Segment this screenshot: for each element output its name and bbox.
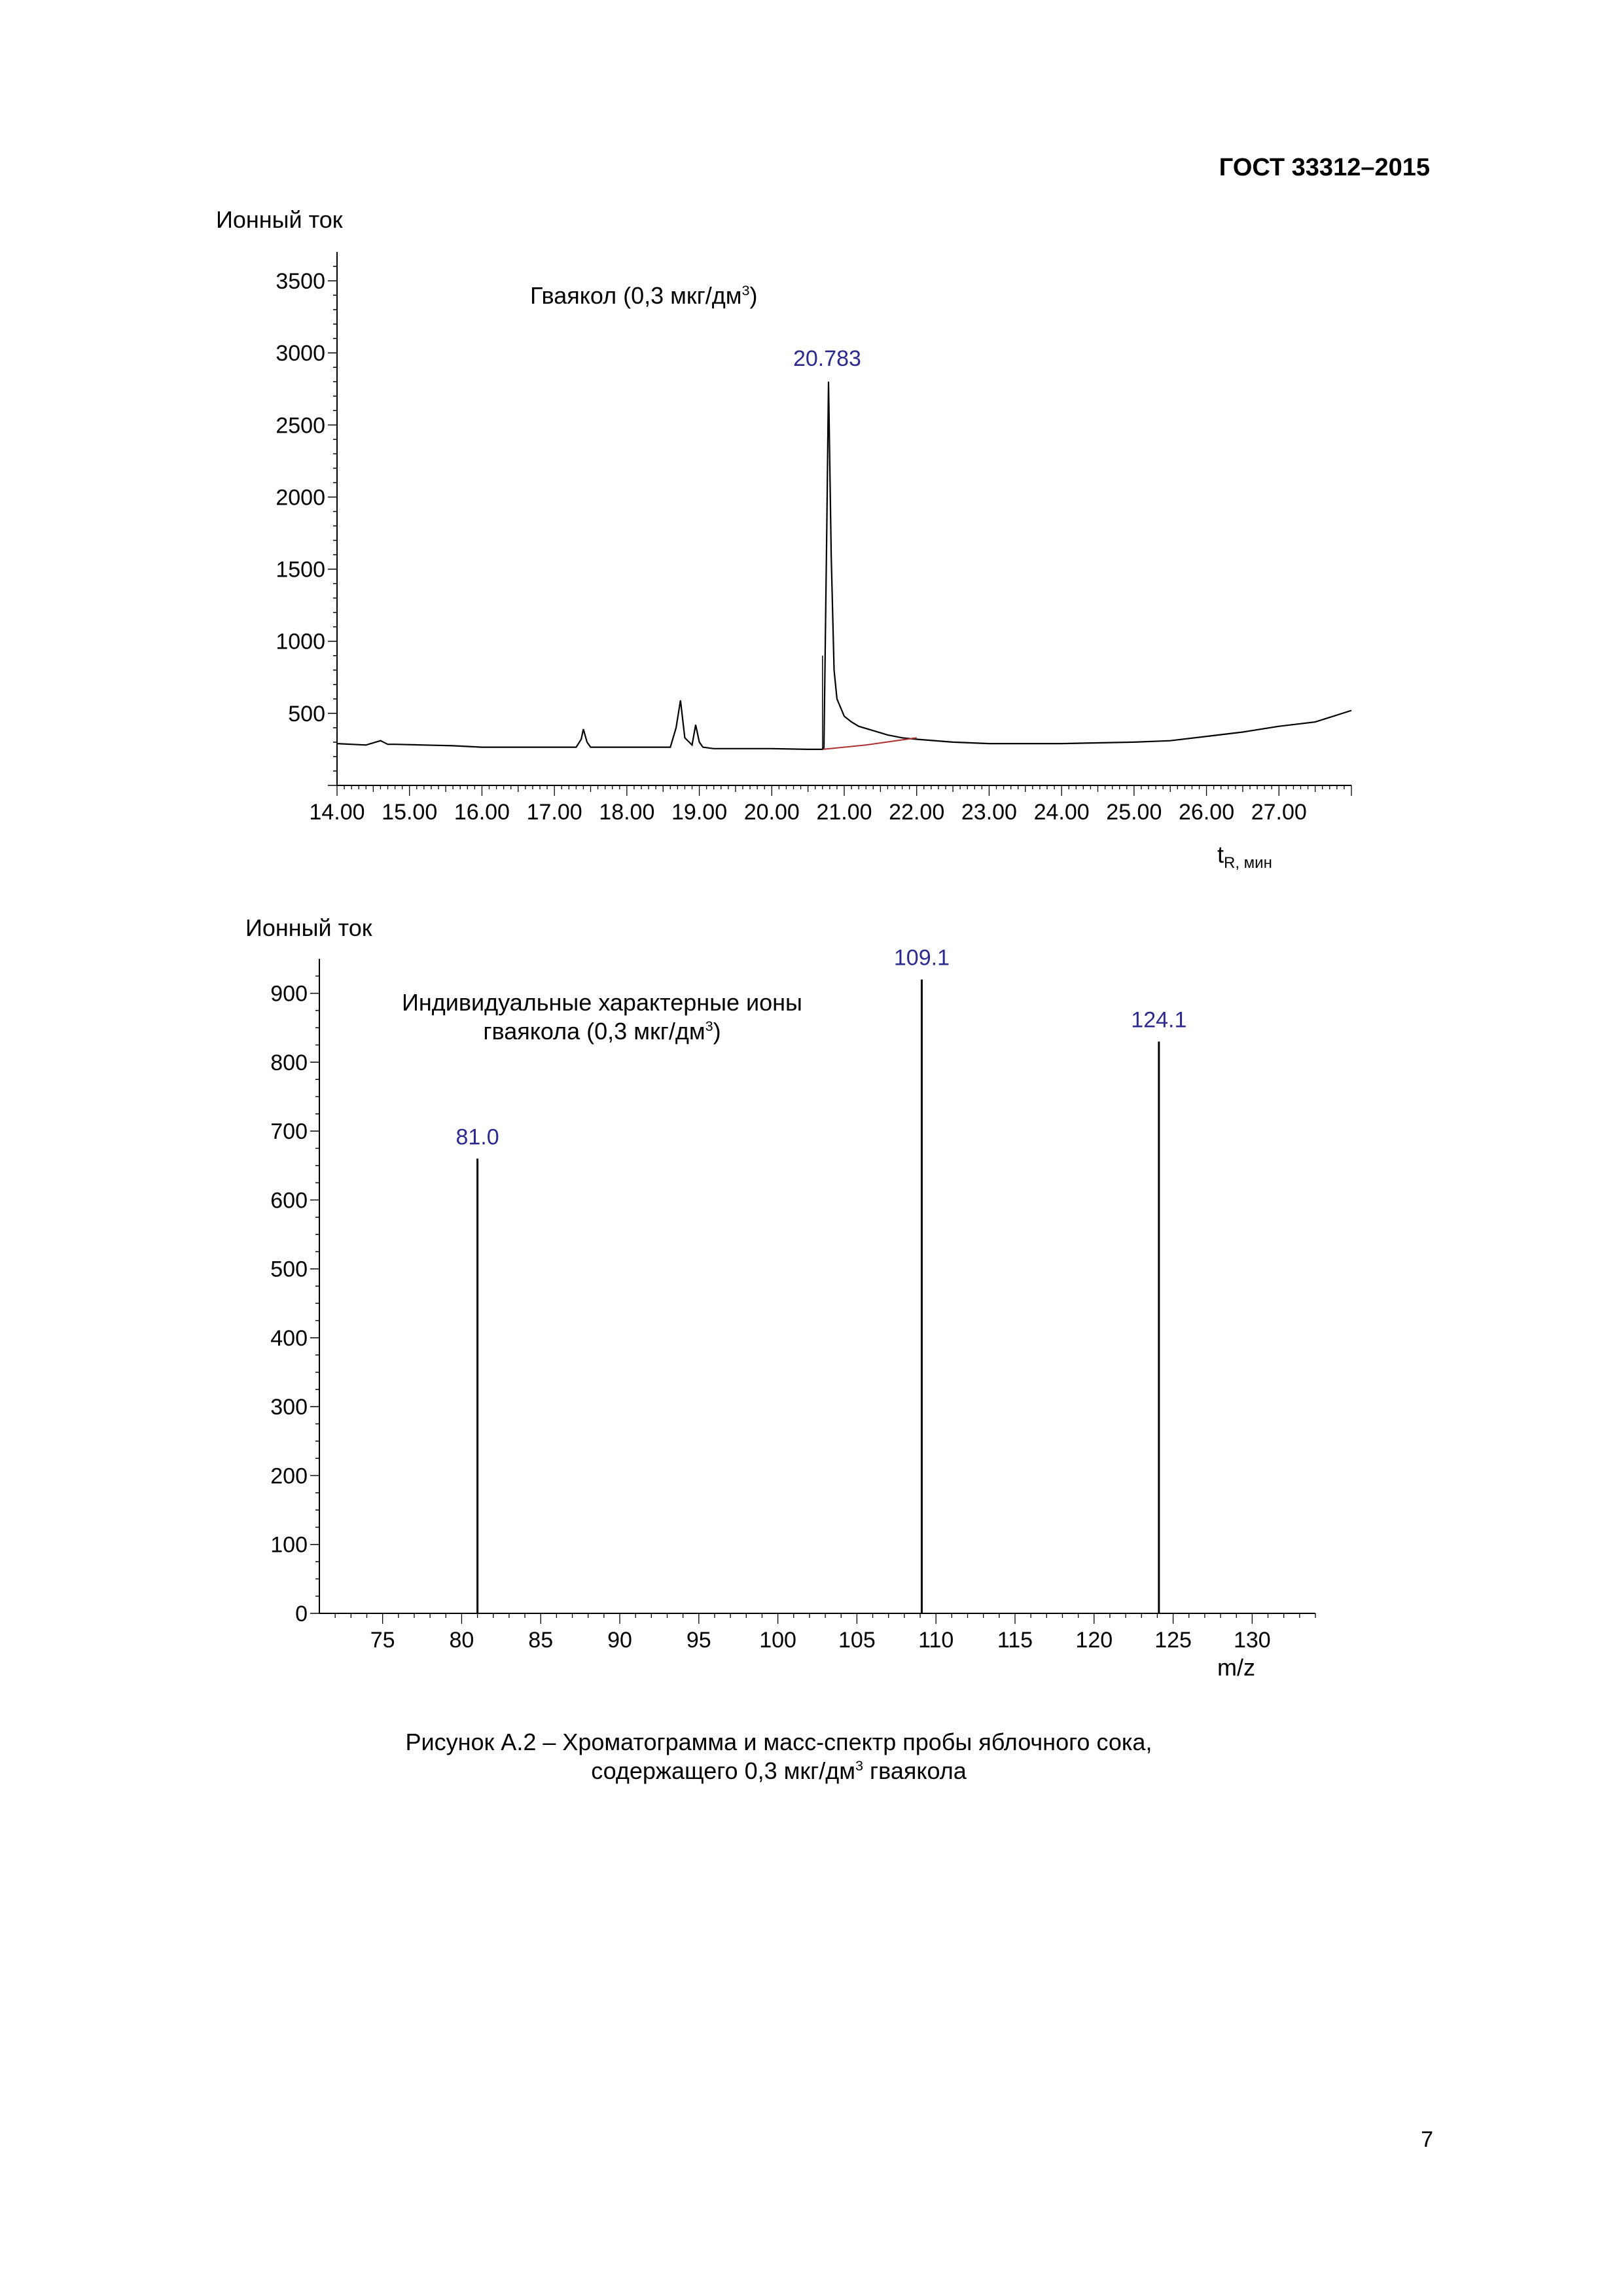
spectrum-x-label: m/z <box>1217 1654 1255 1681</box>
chromatogram-title-suffix: ) <box>749 282 758 309</box>
chromatogram-y-tick-label: 500 <box>288 701 325 726</box>
chromatogram-y-tick-label: 2000 <box>276 485 325 511</box>
spectrum-y-tick-label: 600 <box>270 1188 308 1213</box>
spectrum-y-tick-label: 200 <box>270 1463 308 1489</box>
spectrum-y-tick-label: 900 <box>270 981 308 1007</box>
chromatogram-x-tick-label: 19.00 <box>671 800 728 825</box>
spectrum-x-tick-label: 105 <box>838 1628 876 1653</box>
chromatogram-x-tick-label: 21.00 <box>816 800 872 825</box>
spectrum-y-tick-label: 800 <box>270 1050 308 1075</box>
chromatogram-y-tick-label: 1500 <box>276 557 325 583</box>
chromatogram-x-tick-label: 15.00 <box>382 800 438 825</box>
chromatogram-y-tick-label: 1000 <box>276 629 325 655</box>
chromatogram-x-tick-label: 25.00 <box>1106 800 1162 825</box>
spectrum-x-tick-label: 90 <box>607 1628 632 1653</box>
spectrum-bar-label: 81.0 <box>455 1124 499 1150</box>
spectrum-y-tick-label: 500 <box>270 1257 308 1282</box>
spectrum-x-tick-label: 130 <box>1233 1628 1271 1653</box>
chromatogram-x-tick-label: 17.00 <box>526 800 582 825</box>
caption-line-1: Рисунок А.2 – Хроматограмма и масс-спектр пробы яблочного сока, <box>405 1729 1152 1755</box>
spectrum-y-tick-label: 400 <box>270 1325 308 1351</box>
mass-spectrum-title-line1: Индивидуальные характерные ионы <box>402 989 802 1016</box>
document-code: ГОСТ 33312–2015 <box>1219 154 1430 181</box>
chromatogram-x-tick-label: 20.00 <box>743 800 800 825</box>
page-number: 7 <box>1421 2127 1433 2152</box>
chromatogram-title-sup: 3 <box>741 282 750 298</box>
spectrum-x-tick-label: 100 <box>759 1628 796 1653</box>
chromatogram-baseline <box>823 738 917 749</box>
chromatogram-y-tick-label: 3000 <box>276 341 325 367</box>
spectrum-x-tick-label: 80 <box>449 1628 474 1653</box>
chromatogram-x-tick-label: 27.00 <box>1251 800 1307 825</box>
chromatogram-y-tick-label: 2500 <box>276 413 325 439</box>
chromatogram-x-tick-label: 18.00 <box>599 800 655 825</box>
chromatogram-y-tick-label: 3500 <box>276 269 325 295</box>
spectrum-y-tick-label: 700 <box>270 1119 308 1145</box>
chromatogram-peak-label: 20.783 <box>793 346 861 372</box>
spectrum-bar-label: 109.1 <box>893 945 950 971</box>
spectrum-y-tick-label: 300 <box>270 1395 308 1420</box>
spectrum-y-tick-label: 100 <box>270 1532 308 1558</box>
chromatogram-title-prefix: Гваякол (0,3 мкг/дм <box>530 282 742 309</box>
spectrum-x-tick-label: 95 <box>686 1628 711 1653</box>
chromatogram-x-tick-label: 16.00 <box>454 800 510 825</box>
spectrum-x-tick-label: 115 <box>997 1628 1033 1653</box>
chromatogram-x-tick-label: 26.00 <box>1179 800 1235 825</box>
caption-line-2-suffix: гваякола <box>863 1757 967 1784</box>
chromatogram-x-tick-label: 14.00 <box>309 800 365 825</box>
spectrum-x-tick-label: 110 <box>918 1628 954 1653</box>
mass-spectrum-title-sup: 3 <box>705 1018 713 1034</box>
spectrum-x-tick-label: 125 <box>1154 1628 1192 1653</box>
chromatogram-y-label: Ионный ток <box>216 206 343 233</box>
chromatogram-x-tick-label: 23.00 <box>961 800 1017 825</box>
spectrum-x-tick-label: 120 <box>1075 1628 1113 1653</box>
chromatogram-x-tick-label: 24.00 <box>1033 800 1090 825</box>
figure-caption <box>0 1728 1558 1785</box>
spectrum-bar-label: 124.1 <box>1131 1007 1187 1033</box>
mass-spectrum-title-line2-suffix: ) <box>713 1018 721 1045</box>
chromatogram-x-label: $t_{R, мин}$ <box>1217 841 1272 872</box>
spectrum-x-tick-label: 75 <box>370 1628 395 1653</box>
chromatogram-x-tick-label: 22.00 <box>889 800 945 825</box>
spectrum-y-label: Ионный ток <box>245 914 372 941</box>
spectrum-x-tick-label: 85 <box>528 1628 554 1653</box>
spectrum-y-tick-label: 0 <box>295 1602 308 1626</box>
caption-line-2-sup: 3 <box>855 1757 864 1774</box>
caption-line-2-prefix: содержащего 0,3 мкг/дм <box>591 1757 856 1784</box>
caption-line-2 <box>0 1757 1558 1785</box>
chromatogram-trace <box>337 382 1351 749</box>
mass-spectrum-title-line2-prefix: гваякола (0,3 мкг/дм <box>483 1018 705 1045</box>
